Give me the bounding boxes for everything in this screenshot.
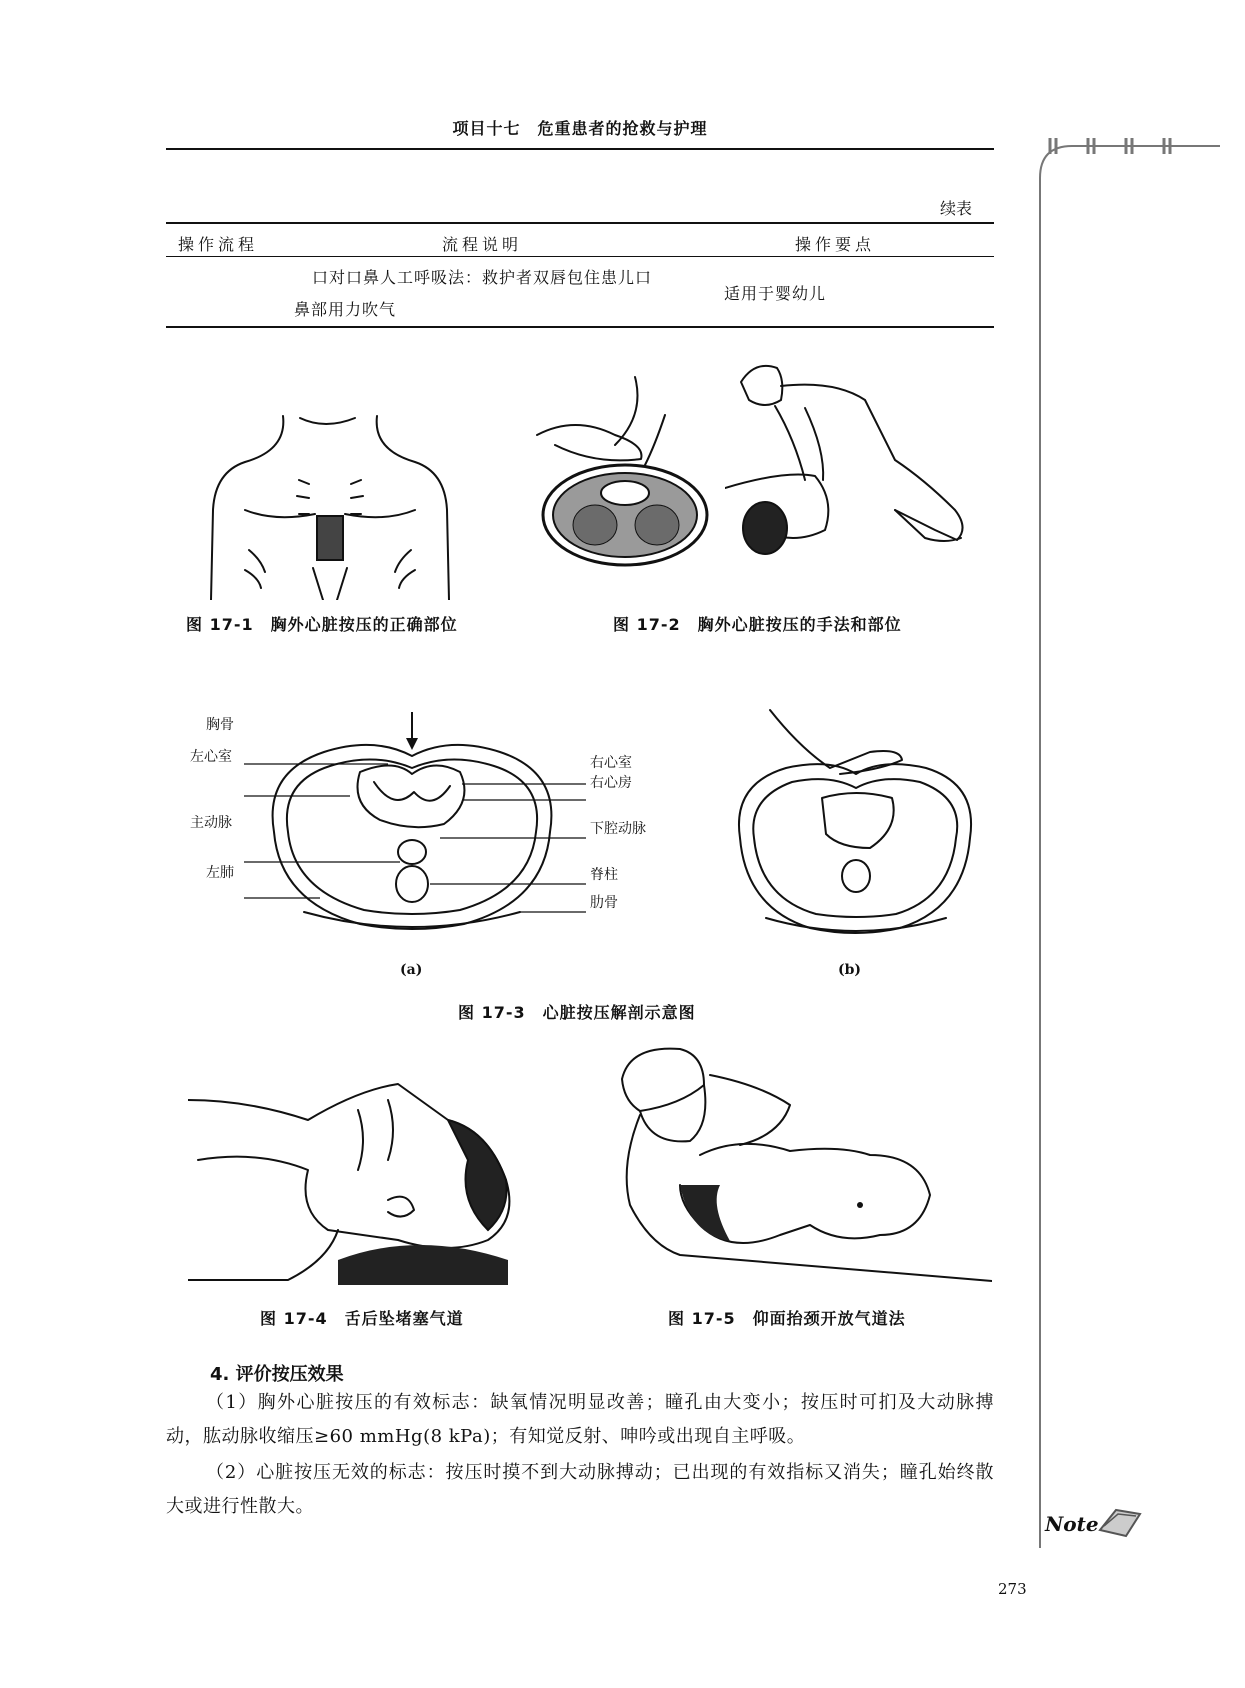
label-rib: 肋骨	[590, 895, 618, 911]
table-header-description: 流程说明	[442, 235, 523, 254]
notebook-icon	[1096, 1500, 1144, 1540]
label-sternum: 胸骨	[206, 717, 234, 733]
running-header: 项目十七 危重患者的抢救与护理	[452, 119, 708, 138]
paragraph-effective-signs: （1）胸外心脏按压的有效标志：缺氧情况明显改善；瞳孔由大变小；按压时可扪及大动脉搏动，肱动脉收缩压≥60 mmHg(8 kPa)；有知觉反射、呻吟或出现自主呼吸。	[166, 1392, 994, 1447]
table-cell-key-point: 适用于婴幼儿	[724, 284, 827, 303]
figure-17-1-caption: 图 17-1 胸外心脏按压的正确部位	[186, 615, 458, 634]
label-aorta: 主动脉	[190, 815, 232, 831]
figure-17-3b-sublabel: (b)	[838, 962, 862, 978]
figure-17-2-caption: 图 17-2 胸外心脏按压的手法和部位	[613, 615, 902, 634]
label-inferior-vena-cava: 下腔动脉	[590, 821, 646, 837]
paragraph-ineffective-signs: （2）心脏按压无效的标志：按压时摸不到大动脉搏动；已出现的有效指标又消失；瞳孔始终散大或进行性散大。	[166, 1462, 994, 1517]
margin-note-label: Note	[1045, 1512, 1099, 1536]
figure-17-3-caption: 图 17-3 心脏按压解剖示意图	[458, 1003, 696, 1022]
table-continued-note: 续表	[940, 199, 973, 218]
table-header-key-point: 操作要点	[795, 235, 876, 254]
table-cell-description-line1: 口对口鼻人工呼吸法：救护者双唇包住患儿口	[312, 268, 653, 287]
label-left-ventricle: 左心室	[190, 749, 232, 765]
label-right-atrium: 右心房	[590, 775, 632, 791]
table-header-process: 操作流程	[178, 235, 259, 254]
page-number: 273	[998, 1580, 1027, 1598]
figure-17-3a-sublabel: (a)	[400, 962, 423, 978]
figure-17-5-head-tilt-illustration	[620, 1045, 992, 1285]
figure-17-3b-compression-cross-section	[730, 708, 980, 944]
figure-17-4-caption: 图 17-4 舌后坠堵塞气道	[260, 1309, 464, 1328]
figure-17-4-airway-obstruction-illustration	[188, 1080, 530, 1285]
section-heading: 4. 评价按压效果	[210, 1364, 344, 1385]
table-cell-description-line2: 鼻部用力吹气	[294, 300, 397, 319]
label-left-lung: 左肺	[206, 865, 234, 881]
figure-17-5-caption: 图 17-5 仰面抬颈开放气道法	[668, 1309, 906, 1328]
label-spine: 脊柱	[590, 867, 618, 883]
label-right-ventricle: 右心室	[590, 755, 632, 771]
